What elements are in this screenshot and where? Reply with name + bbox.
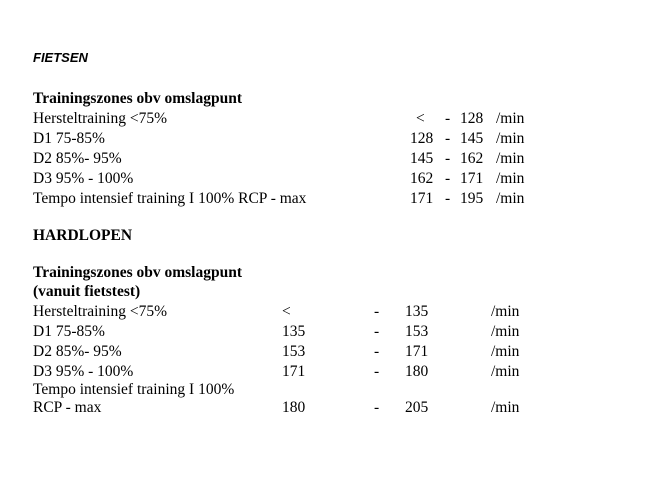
running-table-title: Trainingszones obv omslagpunt <box>33 264 243 281</box>
running-row-low: < <box>282 303 291 320</box>
cycling-row-unit: /min <box>496 150 525 167</box>
cycling-row-label: Hersteltraining <75% <box>33 110 167 127</box>
running-table-subtitle: (vanuit fietstest) <box>33 283 141 300</box>
running-row-high: 180 <box>405 363 429 380</box>
cycling-row-high: 162 <box>460 150 484 167</box>
running-row-separator: - <box>374 303 380 320</box>
cycling-row-label: Tempo intensief training I 100% RCP - max <box>33 190 307 207</box>
running-row-label: Hersteltraining <75% <box>33 303 167 320</box>
cycling-row-low: 145 <box>410 150 434 167</box>
running-row-label: D3 95% - 100% <box>33 363 134 380</box>
cycling-row-separator: - <box>445 190 451 207</box>
cycling-row-separator: - <box>445 150 451 167</box>
running-row-high: 171 <box>405 343 429 360</box>
running-row-label: Tempo intensief training I 100% <box>33 381 235 398</box>
heading-cycling: FIETSEN <box>33 50 88 65</box>
cycling-table-title: Trainingszones obv omslagpunt <box>33 90 243 107</box>
cycling-row-label: D3 95% - 100% <box>33 170 134 187</box>
cycling-row-unit: /min <box>496 110 525 127</box>
running-row-label: D2 85%- 95% <box>33 343 122 360</box>
running-row-unit: /min <box>491 323 520 340</box>
cycling-row-high: 128 <box>460 110 484 127</box>
running-row-high: 135 <box>405 303 429 320</box>
cycling-row-low: 128 <box>410 130 434 147</box>
running-row-separator: - <box>374 363 380 380</box>
running-row-low: 180 <box>282 399 306 416</box>
cycling-row-unit: /min <box>496 170 525 187</box>
running-row-low: 135 <box>282 323 306 340</box>
running-row-low: 153 <box>282 343 306 360</box>
running-row-separator: - <box>374 343 380 360</box>
cycling-row-separator: - <box>445 110 451 127</box>
cycling-row-low: 162 <box>410 170 434 187</box>
running-row-high: 205 <box>405 399 429 416</box>
running-row-label-continued: RCP - max <box>33 399 102 416</box>
cycling-row-unit: /min <box>496 190 525 207</box>
running-row-separator: - <box>374 399 380 416</box>
cycling-row-high: 171 <box>460 170 484 187</box>
running-row-unit: /min <box>491 303 520 320</box>
cycling-row-separator: - <box>445 170 451 187</box>
running-row-separator: - <box>374 323 380 340</box>
cycling-row-low: 171 <box>410 190 434 207</box>
heading-running: HARDLOPEN <box>33 227 133 244</box>
running-row-label: D1 75-85% <box>33 323 105 340</box>
running-row-low: 171 <box>282 363 306 380</box>
running-row-unit: /min <box>491 343 520 360</box>
running-row-unit: /min <box>491 399 520 416</box>
cycling-row-high: 145 <box>460 130 484 147</box>
cycling-row-label: D2 85%- 95% <box>33 150 122 167</box>
cycling-row-unit: /min <box>496 130 525 147</box>
cycling-row-separator: - <box>445 130 451 147</box>
cycling-row-label: D1 75-85% <box>33 130 105 147</box>
running-row-high: 153 <box>405 323 429 340</box>
running-row-unit: /min <box>491 363 520 380</box>
cycling-row-high: 195 <box>460 190 484 207</box>
cycling-row-low: < <box>416 110 425 127</box>
